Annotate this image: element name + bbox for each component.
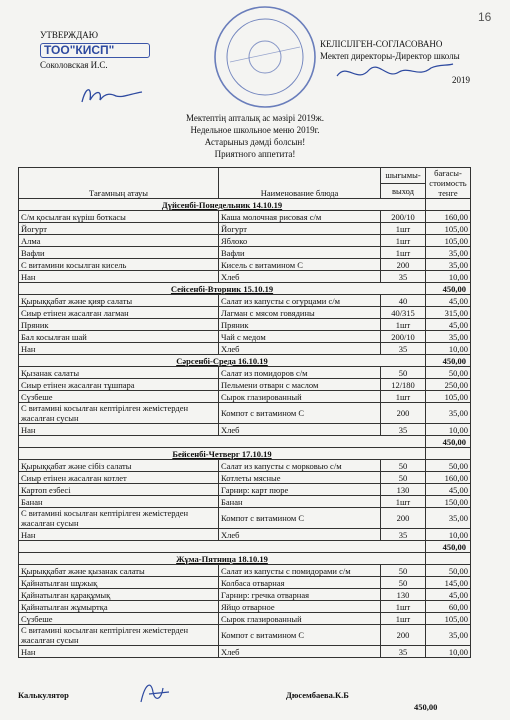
page-number: 16 xyxy=(478,10,492,24)
dish-quantity: 1шт xyxy=(381,601,426,613)
dish-name-kz: С витамині косылған кептірілген жемістерден жасалған сусын xyxy=(19,508,219,529)
dish-quantity: 35 xyxy=(381,343,426,355)
dish-name-kz: Қырыққабат және қызанак салаты xyxy=(19,565,219,577)
dish-quantity: 200/10 xyxy=(381,211,426,223)
dish-price: 105,00 xyxy=(426,235,471,247)
dish-name-kz: Йогурт xyxy=(19,223,219,235)
table-row xyxy=(19,331,471,343)
dish-price: 10,00 xyxy=(426,424,471,436)
dish-name-ru: Хлеб xyxy=(219,646,381,658)
dish-name-kz: С витамини косылган кисель xyxy=(19,259,219,271)
dish-price: 10,00 xyxy=(426,529,471,541)
col-header-kz: Тағамның атауы xyxy=(19,168,219,199)
table-row xyxy=(19,508,471,529)
dish-name-ru: Сырок глазированный xyxy=(219,613,381,625)
table-row xyxy=(19,565,471,577)
day-end-total-row xyxy=(19,436,471,448)
table-row xyxy=(19,496,471,508)
dish-name-ru: Хлеб xyxy=(219,424,381,436)
table-row xyxy=(19,379,471,391)
table-row xyxy=(19,391,471,403)
dish-quantity: 200 xyxy=(381,508,426,529)
day-end-total: 450,00 xyxy=(426,436,471,448)
table-row xyxy=(19,589,471,601)
dish-name-kz: Нан xyxy=(19,343,219,355)
dish-name-kz: Сүзбеше xyxy=(19,613,219,625)
dish-quantity: 1шт xyxy=(381,496,426,508)
dish-quantity: 1шт xyxy=(381,319,426,331)
dish-quantity: 40 xyxy=(381,295,426,307)
dish-name-ru: Компот с витамином С xyxy=(219,403,381,424)
day-title: Сәрсенбі-Среда 16.10.19 xyxy=(19,355,426,367)
dish-name-kz: Нан xyxy=(19,529,219,541)
dish-name-ru: Яблоко xyxy=(219,235,381,247)
day-total xyxy=(426,448,471,460)
table-row xyxy=(19,460,471,472)
day-total xyxy=(426,553,471,565)
table-row xyxy=(19,307,471,319)
dish-price: 145,00 xyxy=(426,577,471,589)
approval-title: УТВЕРЖДАЮ xyxy=(40,30,99,40)
approval-block xyxy=(40,30,150,71)
table-row xyxy=(19,529,471,541)
header-wish-kz: Астарыныз дәмді болсын! xyxy=(204,137,306,147)
dish-name-ru: Кисель с витамином С xyxy=(219,259,381,271)
dish-price: 35,00 xyxy=(426,625,471,646)
day-end-total-row xyxy=(19,541,471,553)
dish-quantity: 1шт xyxy=(381,391,426,403)
dish-name-kz: Сиыр етінен жасалған лагман xyxy=(19,307,219,319)
day-total: 450,00 xyxy=(426,283,471,295)
approver-signature xyxy=(78,82,148,108)
dish-price: 35,00 xyxy=(426,331,471,343)
table-row xyxy=(19,484,471,496)
dish-name-kz: Нан xyxy=(19,646,219,658)
dish-price: 10,00 xyxy=(426,646,471,658)
dish-quantity: 1шт xyxy=(381,235,426,247)
dish-quantity: 200/10 xyxy=(381,331,426,343)
dish-price: 250,00 xyxy=(426,379,471,391)
dish-quantity: 35 xyxy=(381,424,426,436)
dish-name-kz: Қайнатылған жұмыртқа xyxy=(19,601,219,613)
agreement-title: КЕЛІСІЛГЕН-СОГЛАСОВАНО xyxy=(320,39,443,49)
dish-quantity: 50 xyxy=(381,460,426,472)
dish-price: 35,00 xyxy=(426,259,471,271)
dish-name-ru: Хлеб xyxy=(219,343,381,355)
dish-quantity: 50 xyxy=(381,565,426,577)
day-header-row xyxy=(19,355,471,367)
table-row xyxy=(19,223,471,235)
table-row xyxy=(19,646,471,658)
dish-name-kz: Қырыққабат және сібіз салаты xyxy=(19,460,219,472)
agreement-year: 2019 xyxy=(452,75,470,85)
empty-cell xyxy=(19,436,426,448)
dish-name-ru: Салат из капусты с помидорами с/м xyxy=(219,565,381,577)
day-total xyxy=(426,199,471,211)
dish-price: 45,00 xyxy=(426,295,471,307)
table-row xyxy=(19,613,471,625)
dish-price: 160,00 xyxy=(426,211,471,223)
dish-price: 160,00 xyxy=(426,472,471,484)
col-header-qty-bottom: выход xyxy=(381,183,426,199)
dish-name-ru: Гарнир: карт пюре xyxy=(219,484,381,496)
table-row xyxy=(19,403,471,424)
dish-name-kz: Қызанак салаты xyxy=(19,367,219,379)
table-row xyxy=(19,343,471,355)
dish-price: 315,00 xyxy=(426,307,471,319)
dish-quantity: 35 xyxy=(381,271,426,283)
day-header-row xyxy=(19,553,471,565)
dish-quantity: 1шт xyxy=(381,613,426,625)
header-wish-ru: Приятного аппетита! xyxy=(214,149,296,159)
day-header-row xyxy=(19,448,471,460)
dish-name-kz: Пряник xyxy=(19,319,219,331)
table-row xyxy=(19,271,471,283)
header-kz: Мектептің апталық ас мәзірі 2019ж. xyxy=(185,113,325,123)
calculator-signature xyxy=(135,678,175,708)
dish-name-ru: Салат из помидоров с/м xyxy=(219,367,381,379)
dish-quantity: 40/315 xyxy=(381,307,426,319)
day-title: Жұма-Пятница 18.10.19 xyxy=(19,553,426,565)
day-total: 450,00 xyxy=(426,355,471,367)
dish-name-ru: Салат из капусты с морковью с/м xyxy=(219,460,381,472)
dish-price: 45,00 xyxy=(426,319,471,331)
day-title: Сейсенбі-Вторник 15.10.19 xyxy=(19,283,426,295)
dish-name-ru: Колбаса отварная xyxy=(219,577,381,589)
dish-name-ru: Каша молочная рисовая с/м xyxy=(219,211,381,223)
dish-name-ru: Салат из капусты с огурцами с/м xyxy=(219,295,381,307)
table-row xyxy=(19,367,471,379)
day-title: Бейсенбі-Четверг 17.10.19 xyxy=(19,448,426,460)
director-signature xyxy=(335,58,455,88)
col-header-price: бағасы-стоимость тенге xyxy=(426,168,471,199)
table-row xyxy=(19,211,471,223)
dish-name-ru: Компот с витамином С xyxy=(219,625,381,646)
dish-quantity: 50 xyxy=(381,472,426,484)
dish-price: 50,00 xyxy=(426,565,471,577)
calculator-name: Дюсембаева.К.Б xyxy=(286,690,349,700)
school-seal xyxy=(210,2,320,112)
table-row xyxy=(19,319,471,331)
dish-name-kz: С витамині косылған кептірілген жемістерден жасалған сусын xyxy=(19,625,219,646)
dish-name-kz: Картоп езбесі xyxy=(19,484,219,496)
dish-price: 45,00 xyxy=(426,484,471,496)
dish-name-kz: Қайнатылған қарақұмық xyxy=(19,589,219,601)
approver-name: Соколовская И.С. xyxy=(40,60,108,70)
table-row xyxy=(19,259,471,271)
table-row xyxy=(19,235,471,247)
col-header-ru: Наименование блюда xyxy=(219,168,381,199)
final-total: 450,00 xyxy=(414,702,438,712)
dish-price: 10,00 xyxy=(426,343,471,355)
dish-name-kz: С/м қосылған күріш боткасы xyxy=(19,211,219,223)
dish-price: 60,00 xyxy=(426,601,471,613)
dish-price: 105,00 xyxy=(426,613,471,625)
dish-price: 105,00 xyxy=(426,391,471,403)
calculator-label: Калькулятор xyxy=(18,690,69,700)
dish-name-kz: Сиыр етінен жасалған тұшпара xyxy=(19,379,219,391)
dish-name-ru: Компот с витамином С xyxy=(219,508,381,529)
day-header-row xyxy=(19,283,471,295)
dish-name-kz: Бал косылған шай xyxy=(19,331,219,343)
dish-name-ru: Гарнир: гречка отварная xyxy=(219,589,381,601)
dish-name-kz: Нан xyxy=(19,271,219,283)
menu-table xyxy=(18,167,471,658)
dish-price: 50,00 xyxy=(426,460,471,472)
dish-name-ru: Йогурт xyxy=(219,223,381,235)
empty-cell xyxy=(19,541,426,553)
dish-name-ru: Сырок глазированный xyxy=(219,391,381,403)
dish-name-ru: Лагман с мясом говядины xyxy=(219,307,381,319)
dish-price: 45,00 xyxy=(426,589,471,601)
dish-quantity: 35 xyxy=(381,529,426,541)
day-title: Дүйсенбі-Понедельник 14.10.19 xyxy=(19,199,426,211)
dish-name-kz: Қырыққабат және қияр салаты xyxy=(19,295,219,307)
table-row xyxy=(19,577,471,589)
dish-name-ru: Банан xyxy=(219,496,381,508)
dish-name-ru: Хлеб xyxy=(219,529,381,541)
dish-quantity: 200 xyxy=(381,259,426,271)
dish-name-ru: Чай с медом xyxy=(219,331,381,343)
dish-price: 35,00 xyxy=(426,247,471,259)
dish-quantity: 200 xyxy=(381,625,426,646)
dish-name-ru: Пельмени отварн с маслом xyxy=(219,379,381,391)
dish-quantity: 1шт xyxy=(381,223,426,235)
table-row xyxy=(19,472,471,484)
dish-quantity: 1шт xyxy=(381,247,426,259)
col-header-qty-top: шығымы- xyxy=(381,168,426,184)
dish-price: 10,00 xyxy=(426,271,471,283)
header-ru: Недельное школьное меню 2019г. xyxy=(190,125,320,135)
table-row xyxy=(19,601,471,613)
table-row xyxy=(19,625,471,646)
dish-quantity: 50 xyxy=(381,367,426,379)
dish-quantity: 130 xyxy=(381,484,426,496)
day-header-row xyxy=(19,199,471,211)
table-header-row xyxy=(19,168,471,184)
dish-name-kz: Нан xyxy=(19,424,219,436)
dish-quantity: 12/180 xyxy=(381,379,426,391)
dish-price: 105,00 xyxy=(426,223,471,235)
table-row xyxy=(19,295,471,307)
dish-price: 50,00 xyxy=(426,367,471,379)
dish-price: 35,00 xyxy=(426,508,471,529)
dish-name-kz: Қайнатылған шұжық xyxy=(19,577,219,589)
dish-quantity: 130 xyxy=(381,589,426,601)
agreement-role: Мектеп директоры-Директор школы xyxy=(320,51,460,61)
table-row xyxy=(19,247,471,259)
dish-name-kz: Сиыр етінен жасалған котлет xyxy=(19,472,219,484)
dish-quantity: 200 xyxy=(381,403,426,424)
dish-name-ru: Яйцо отварное xyxy=(219,601,381,613)
table-row xyxy=(19,424,471,436)
dish-price: 150,00 xyxy=(426,496,471,508)
dish-name-kz: Алма xyxy=(19,235,219,247)
dish-name-ru: Котлеты мясные xyxy=(219,472,381,484)
menu-headers xyxy=(0,112,510,160)
dish-quantity: 50 xyxy=(381,577,426,589)
day-end-total: 450,00 xyxy=(426,541,471,553)
dish-name-kz: Банан xyxy=(19,496,219,508)
dish-price: 35,00 xyxy=(426,403,471,424)
organization-stamp: ТОО"КИСП" xyxy=(40,43,150,58)
dish-name-kz: Вафли xyxy=(19,247,219,259)
dish-name-ru: Хлеб xyxy=(219,271,381,283)
dish-name-ru: Пряник xyxy=(219,319,381,331)
dish-name-ru: Вафли xyxy=(219,247,381,259)
dish-name-kz: С витамині косылған кептірілген жемістерден жасалған сусын xyxy=(19,403,219,424)
dish-quantity: 35 xyxy=(381,646,426,658)
dish-name-kz: Сүзбеше xyxy=(19,391,219,403)
